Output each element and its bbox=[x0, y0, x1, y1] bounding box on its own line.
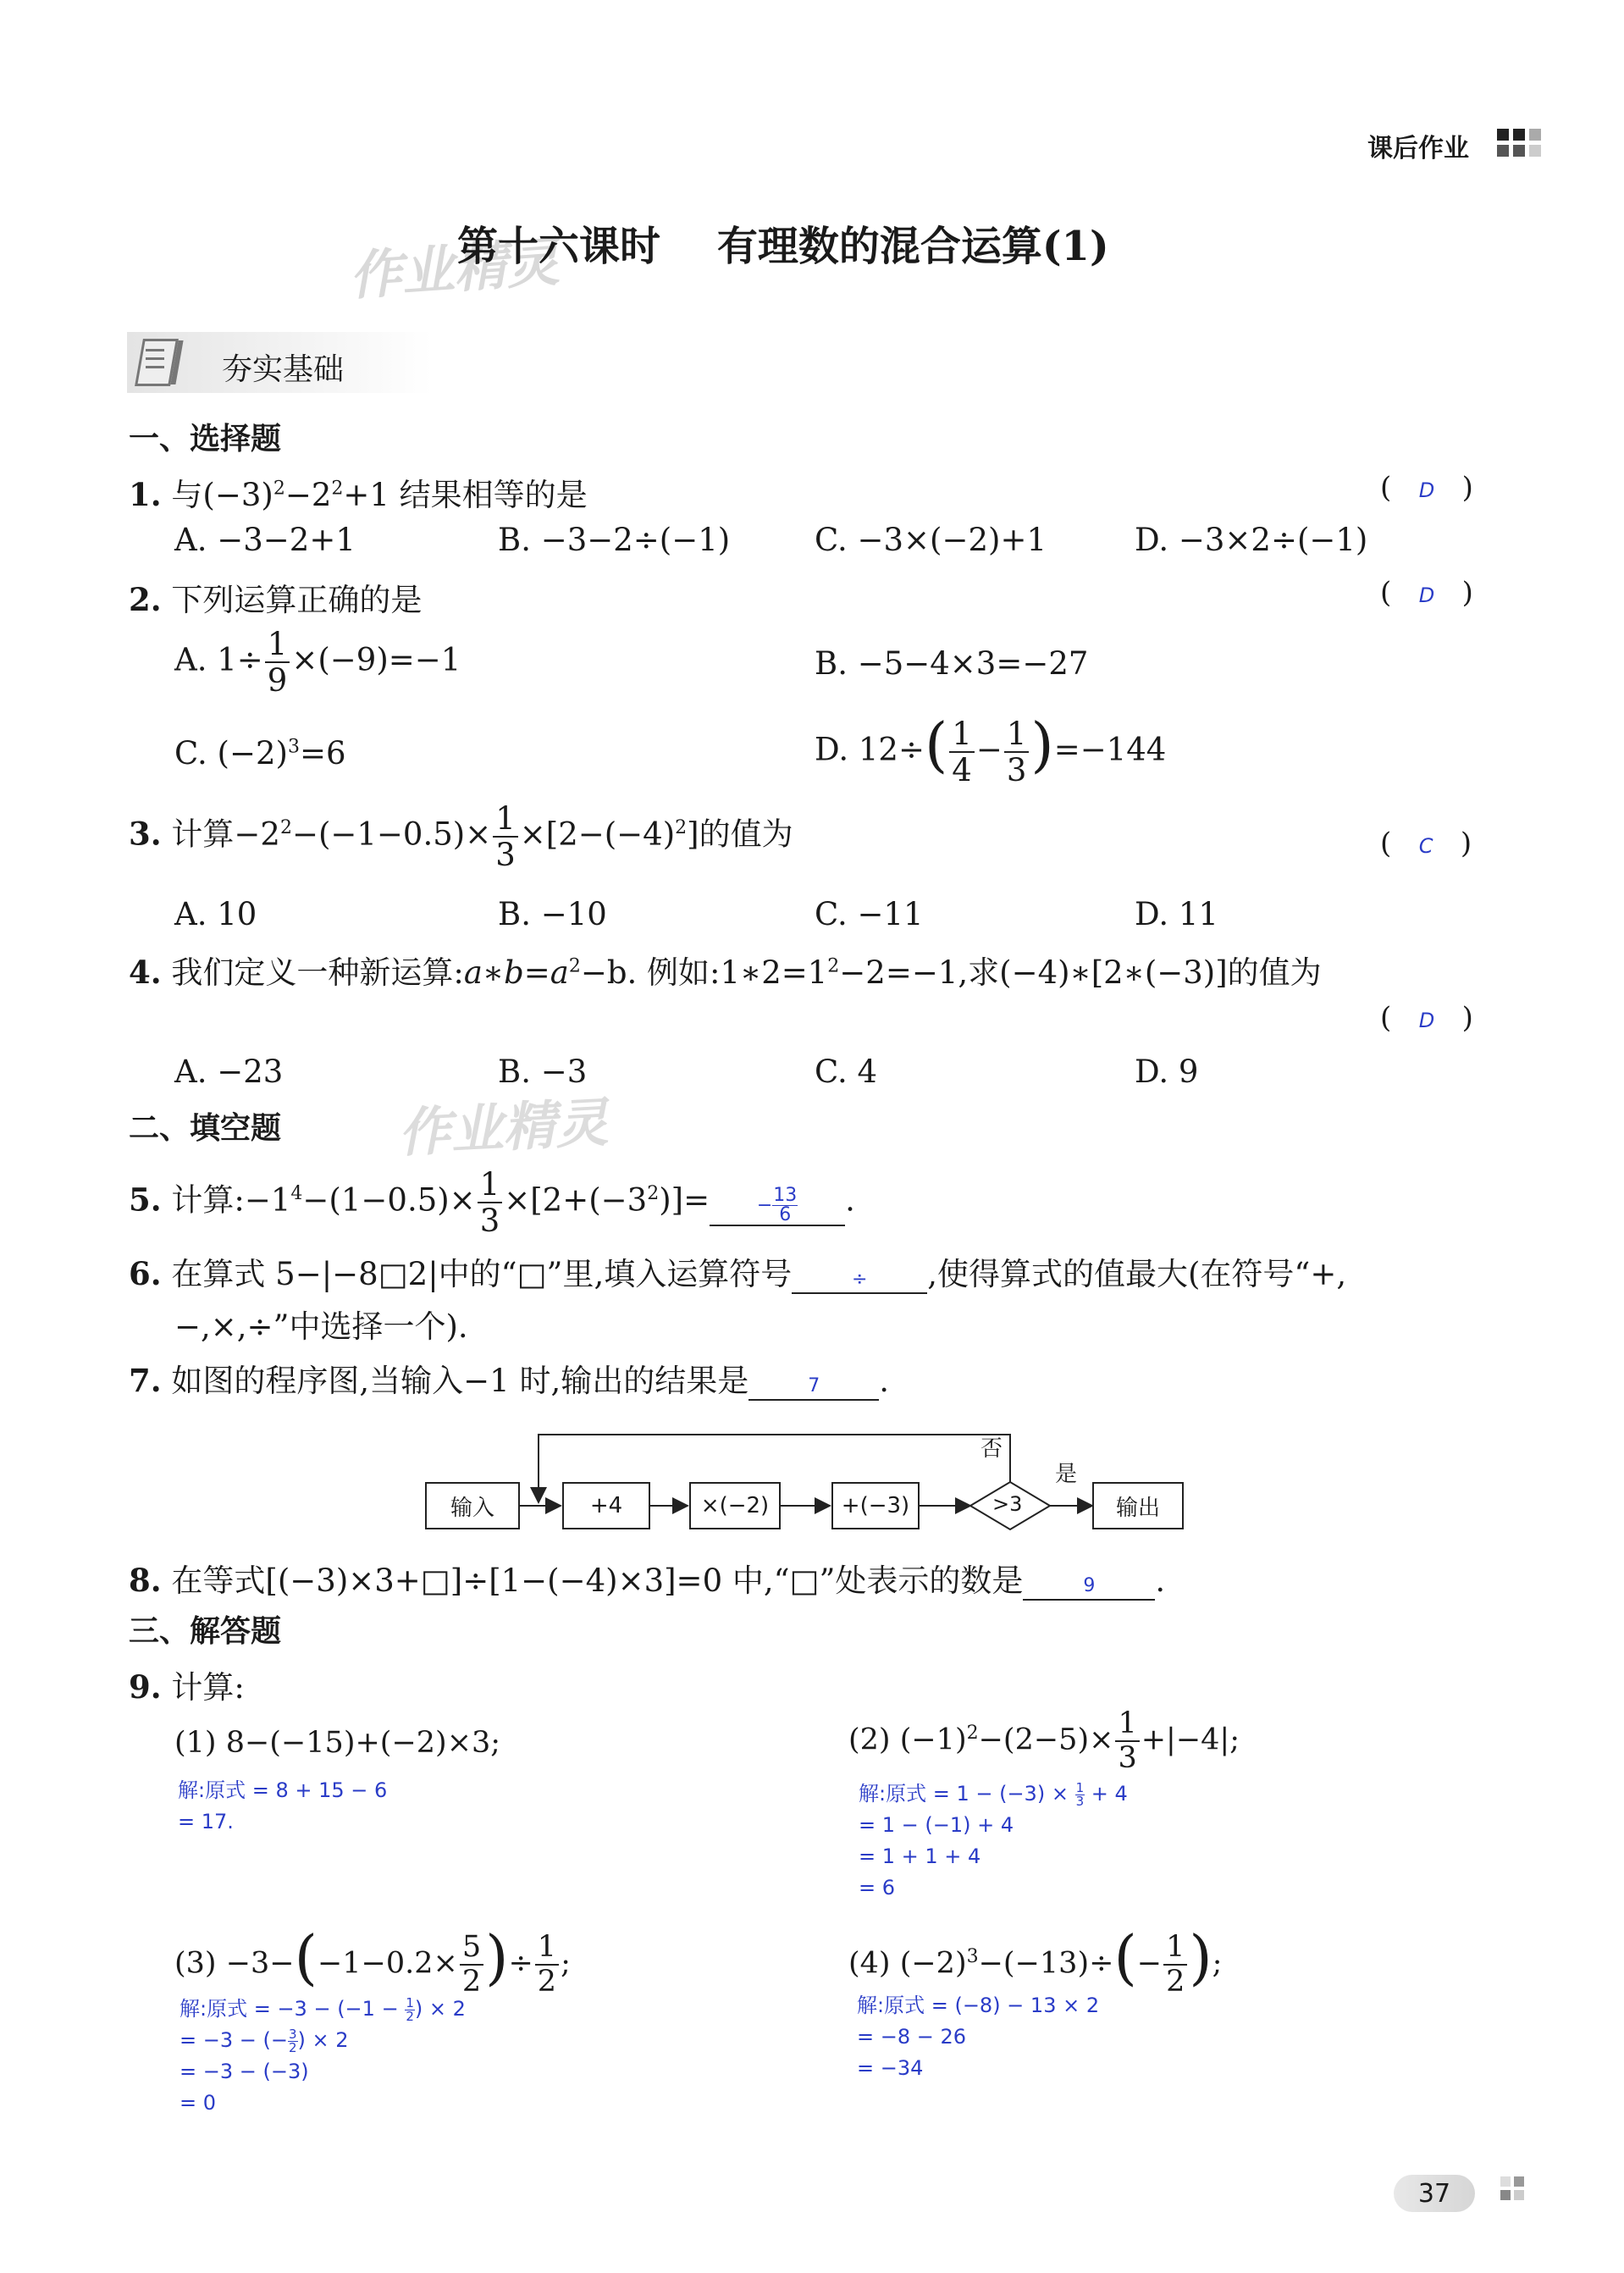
section-banner-label: 夯实基础 bbox=[222, 352, 345, 387]
q9-p4-text: − bbox=[1136, 1946, 1163, 1981]
q3-answer: C bbox=[1418, 834, 1433, 858]
q9-part-3: (3) −3−(−1−0.2× $\frac{5}{2}$ )÷ $\frac{1}{2}$ ; bbox=[174, 1922, 571, 1999]
q3-text: ]的值为 bbox=[687, 816, 793, 853]
solution-line: = 6 bbox=[859, 1876, 896, 1900]
q2-option-b: B. −5−4×3=−27 bbox=[815, 645, 1089, 682]
flow-multiply-box: ×(−2) bbox=[689, 1482, 781, 1529]
solution-line: = −34 bbox=[857, 2056, 924, 2080]
solution-line: = 1 + 1 + 4 bbox=[859, 1844, 981, 1868]
q2-option-c bbox=[174, 735, 345, 771]
denominator: 3 bbox=[479, 1203, 500, 1239]
flow-output-box: 输出 bbox=[1092, 1482, 1184, 1529]
section-choice: 一、选择题 bbox=[129, 422, 282, 456]
question-5: 5. 计算$:-1^4-(1-0.5)\times$ $\frac{1}{3}$ $\times[2+(-3^2)]=$ − $\frac{13}{6}$ . bbox=[129, 1166, 855, 1239]
numerator: 1 bbox=[535, 1933, 559, 1966]
solution-text: ) × 2 bbox=[297, 2028, 349, 2052]
denominator: 3 bbox=[1006, 752, 1027, 788]
q2-c-sup: 3 bbox=[287, 736, 300, 758]
q5-sup: 2 bbox=[647, 1183, 660, 1205]
q2-answer-bracket: ( D ) bbox=[1380, 576, 1473, 610]
q5-text: −(1−0.5)× bbox=[302, 1181, 476, 1219]
q9-p3-text: ; bbox=[561, 1946, 571, 1981]
q3-text: 计算−2 bbox=[171, 816, 280, 853]
q2-a-text: A. 1÷ bbox=[174, 641, 263, 678]
page-number: 37 bbox=[1417, 2178, 1451, 2209]
q5-answer bbox=[757, 1186, 798, 1225]
section-solutions: 三、解答题 bbox=[129, 1614, 282, 1649]
q3-answer-bracket: ( C ) bbox=[1380, 827, 1472, 860]
q4-definition: a∗b=a bbox=[463, 954, 569, 991]
q3-option-a: A. 10 bbox=[174, 896, 257, 932]
fraction bbox=[772, 1186, 798, 1225]
q9-p3-text: (3) −3− bbox=[174, 1946, 295, 1981]
question-number: 6. bbox=[129, 1255, 162, 1292]
fraction bbox=[265, 626, 290, 699]
numerator: 5 bbox=[460, 1933, 483, 1966]
q1-stem: 与(−3) bbox=[171, 477, 273, 513]
question-2 bbox=[129, 574, 422, 620]
flow-add-box: +4 bbox=[562, 1482, 650, 1529]
solution-line: = 0 bbox=[180, 2091, 217, 2115]
q1-option-a: A. −3−2+1 bbox=[174, 522, 356, 558]
q9-part-2-solution bbox=[859, 1778, 1128, 1904]
q1-answer: D bbox=[1418, 478, 1435, 502]
q3-sup: 2 bbox=[675, 817, 688, 839]
q9-text: 计算: bbox=[171, 1669, 245, 1706]
numerator: 1 bbox=[1004, 718, 1030, 753]
section-banner bbox=[127, 332, 432, 393]
q4-text: 我们定义一种新运算: bbox=[171, 954, 464, 991]
q8-answer-blank[interactable] bbox=[1023, 1562, 1155, 1601]
denominator: 2 bbox=[1166, 1965, 1185, 1999]
q1-sup: 2 bbox=[331, 478, 344, 500]
q6-answer: ÷ bbox=[852, 1269, 868, 1290]
numerator: 13 bbox=[773, 1184, 798, 1206]
q2-stem: 下列运算正确的是 bbox=[171, 582, 423, 618]
q7-answer: 7 bbox=[808, 1375, 820, 1396]
q9-p4-text: (4) (−2) bbox=[848, 1946, 967, 1981]
q9-p2-sup: 2 bbox=[966, 1722, 979, 1744]
q5-text: )]= bbox=[659, 1181, 710, 1219]
q1-sup: 2 bbox=[273, 478, 285, 500]
page-number-badge bbox=[1394, 2175, 1475, 2212]
denominator: 3 bbox=[495, 837, 516, 873]
q2-d-text: − bbox=[975, 731, 1003, 768]
q1-stem: +1 结果相等的是 bbox=[343, 477, 588, 513]
numerator: 1 bbox=[493, 803, 518, 838]
q2-d-text: =−144 bbox=[1053, 731, 1167, 768]
q9-part-1-solution bbox=[178, 1775, 387, 1838]
numerator: 1 bbox=[265, 628, 290, 663]
q2-d-text: D. 12÷ bbox=[815, 731, 925, 768]
question-number: 2. bbox=[129, 581, 162, 618]
numerator: 1 bbox=[1115, 1709, 1139, 1742]
q9-part-2 bbox=[848, 1706, 1240, 1775]
fraction bbox=[1004, 718, 1030, 786]
q9-part-4-solution bbox=[857, 1990, 1099, 2084]
question-8: 8. 在等式[(−3)×3+□]÷[1−(−4)×3]=0 中,“□”处表示的数是 9 . bbox=[129, 1562, 1166, 1599]
numerator: 1 bbox=[1075, 1779, 1085, 1795]
q1-option-d: D. −3×2÷(−1) bbox=[1135, 522, 1368, 558]
q9-p2-text: (2) (−1) bbox=[848, 1723, 967, 1757]
fraction bbox=[535, 1930, 559, 1999]
denominator: 3 bbox=[1118, 1741, 1137, 1775]
q3-option-c: C. −11 bbox=[815, 896, 924, 932]
q7-text: 如图的程序图,当输入−1 时,输出的结果是 bbox=[171, 1363, 749, 1399]
solution-line: = −8 − 26 bbox=[857, 2025, 967, 2049]
q6-answer-blank[interactable] bbox=[792, 1256, 927, 1294]
flow-yes-label: 是 bbox=[1055, 1462, 1078, 1487]
solution-line: = 17. bbox=[178, 1810, 234, 1833]
numerator: 1 bbox=[949, 718, 975, 753]
q5-text: 计算:−1 bbox=[171, 1181, 291, 1219]
q9-part-3-solution bbox=[180, 1994, 466, 2119]
question-6 bbox=[129, 1248, 1346, 1294]
footer-grid-icon bbox=[1500, 2176, 1538, 2210]
q4-option-b: B. −3 bbox=[498, 1054, 588, 1090]
q1-stem: −2 bbox=[284, 477, 332, 513]
fraction bbox=[1075, 1779, 1085, 1809]
question-number: 3. bbox=[129, 815, 162, 853]
q5-text: ×[2+(−3 bbox=[504, 1181, 648, 1219]
fraction bbox=[1163, 1930, 1187, 1999]
q9-p4-text: ; bbox=[1212, 1946, 1223, 1981]
q2-option-a bbox=[174, 626, 461, 699]
q8-answer: 9 bbox=[1083, 1575, 1096, 1596]
fraction bbox=[460, 1930, 483, 1999]
question-number: 8. bbox=[129, 1562, 162, 1599]
q5-answer-sign: − bbox=[756, 1194, 773, 1216]
q4-sup: 2 bbox=[827, 955, 840, 977]
q2-c-text: =6 bbox=[299, 735, 346, 771]
numerator: 1 bbox=[1163, 1933, 1187, 1966]
solution-text: = −3 − (− bbox=[180, 2028, 288, 2052]
section-fill-in: 二、填空题 bbox=[129, 1111, 282, 1146]
q4-option-a: A. −23 bbox=[174, 1054, 284, 1090]
denominator: 6 bbox=[779, 1203, 792, 1225]
q9-part-1: (1) 8−(−15)+(−2)×3; bbox=[174, 1726, 501, 1760]
q9-p3-text: −1−0.2× bbox=[317, 1946, 458, 1981]
solution-line: = −3 − (−3) bbox=[180, 2060, 309, 2083]
question-number: 4. bbox=[129, 954, 162, 991]
fraction bbox=[1115, 1706, 1139, 1775]
page-title: 第十六课时 有理数的混合运算(1) bbox=[457, 223, 1109, 270]
flow-no-label: 否 bbox=[980, 1436, 1003, 1462]
q5-answer-blank[interactable] bbox=[710, 1182, 845, 1226]
denominator: 2 bbox=[406, 2008, 414, 2024]
q6-text: 在算式 5−|−8□2|中的“□”里,填入运算符号 bbox=[171, 1256, 793, 1292]
q4-text: −b. 例如:1∗2=1 bbox=[580, 954, 828, 991]
denominator: 9 bbox=[267, 662, 288, 699]
q2-a-text: ×(−9)=−1 bbox=[291, 641, 461, 678]
question-3 bbox=[129, 800, 793, 873]
solution-text: ) × 2 bbox=[414, 1997, 466, 2021]
q4-option-c: C. 4 bbox=[815, 1054, 878, 1090]
q1-option-b: B. −3−2÷(−1) bbox=[498, 522, 731, 558]
q2-c-text: C. (−2) bbox=[174, 735, 288, 771]
q9-p4-sup: 3 bbox=[966, 1945, 979, 1967]
denominator: 2 bbox=[461, 1965, 482, 1999]
q6-text: ,使得算式的值最大(在符号“+, bbox=[927, 1256, 1347, 1292]
q2-answer: D bbox=[1418, 583, 1435, 607]
solution-text: + 4 bbox=[1085, 1782, 1128, 1806]
fraction bbox=[288, 2028, 298, 2055]
program-flowchart-connectors bbox=[415, 1423, 1211, 1541]
q3-option-b: B. −10 bbox=[498, 896, 607, 932]
q4-option-d: D. 9 bbox=[1135, 1054, 1199, 1090]
flow-add-negative-box: +(−3) bbox=[831, 1482, 920, 1529]
flow-compare-label: >3 bbox=[992, 1492, 1023, 1516]
q9-p2-text: −(2−5)× bbox=[978, 1723, 1114, 1757]
question-7: 7. 如图的程序图,当输入−1 时,输出的结果是 7 . bbox=[129, 1362, 889, 1399]
q1-answer-bracket: ( D ) bbox=[1380, 471, 1473, 505]
question-6-line2: −,×,÷”中选择一个). bbox=[174, 1308, 468, 1345]
fraction bbox=[493, 800, 518, 873]
q5-sup: 4 bbox=[290, 1183, 303, 1205]
fraction bbox=[405, 1994, 415, 2024]
flow-input-box: 输入 bbox=[425, 1482, 520, 1529]
watermark-middle: 作业精灵 bbox=[396, 1091, 610, 1164]
question-number: 7. bbox=[129, 1362, 162, 1399]
solution-line: 解:原式 = (−8) − 13 × 2 bbox=[857, 1994, 1100, 2017]
numerator: 1 bbox=[478, 1169, 503, 1203]
solution-text: 解:原式 = 1 − (−3) × bbox=[859, 1782, 1075, 1806]
question-number: 1. bbox=[129, 476, 162, 513]
notebook-icon bbox=[134, 335, 186, 386]
q9-part-4: (4) $(-2)^3-(-13)\div(-$ $\frac{1}{2}$ ); bbox=[848, 1922, 1223, 1999]
question-4 bbox=[129, 947, 1322, 993]
solution-line bbox=[180, 2025, 466, 2056]
solution-line bbox=[859, 1778, 1128, 1810]
question-number: 9. bbox=[129, 1668, 162, 1706]
q3-text: −(−1−0.5)× bbox=[291, 816, 492, 853]
fraction bbox=[949, 718, 975, 786]
q4-sup: 2 bbox=[568, 955, 581, 977]
q8-text: 在等式[(−3)×3+□]÷[1−(−4)×3]=0 中,“□”处表示的数是 bbox=[171, 1562, 1024, 1599]
q2-option-d: D. 12÷( $\frac{1}{4}$ − $\frac{1}{3}$ )=−144 bbox=[815, 710, 1167, 788]
solution-text: 解:原式 = −3 − (−1 − bbox=[180, 1997, 406, 2021]
q4-text: −2=−1,求(−4)∗[2∗(−3)]的值为 bbox=[839, 954, 1322, 991]
numerator: 1 bbox=[406, 1994, 414, 2010]
solution-line: = 1 − (−1) + 4 bbox=[859, 1813, 1014, 1837]
header-grid-icon bbox=[1497, 129, 1544, 158]
q4-answer: D bbox=[1418, 1009, 1435, 1032]
question-1 bbox=[129, 469, 588, 515]
solution-line: 解:原式 = 8 + 15 − 6 bbox=[178, 1778, 388, 1802]
q3-option-d: D. 11 bbox=[1135, 896, 1218, 932]
q4-answer-bracket: ( D ) bbox=[1380, 1001, 1473, 1035]
numerator: 3 bbox=[288, 2026, 297, 2042]
denominator: 2 bbox=[288, 2039, 297, 2055]
q9-p3-text: ÷ bbox=[508, 1946, 533, 1981]
watermark-top: 作业精灵 bbox=[347, 230, 561, 307]
q7-answer-blank[interactable] bbox=[748, 1363, 879, 1401]
q3-sup: 2 bbox=[279, 817, 292, 839]
q1-option-c: C. −3×(−2)+1 bbox=[815, 522, 1047, 558]
denominator: 2 bbox=[537, 1965, 557, 1999]
header-label: 课后作业 bbox=[1367, 134, 1469, 163]
question-9 bbox=[129, 1662, 245, 1707]
q9-p2-text: +|−4|; bbox=[1141, 1723, 1240, 1757]
question-number: 5. bbox=[129, 1181, 162, 1219]
denominator: 3 bbox=[1075, 1793, 1085, 1809]
fraction bbox=[478, 1166, 503, 1239]
denominator: 4 bbox=[952, 752, 972, 788]
q9-p4-text: −(−13)÷ bbox=[978, 1946, 1114, 1981]
q3-text: ×[2−(−4) bbox=[519, 816, 676, 853]
solution-line bbox=[180, 1994, 466, 2025]
